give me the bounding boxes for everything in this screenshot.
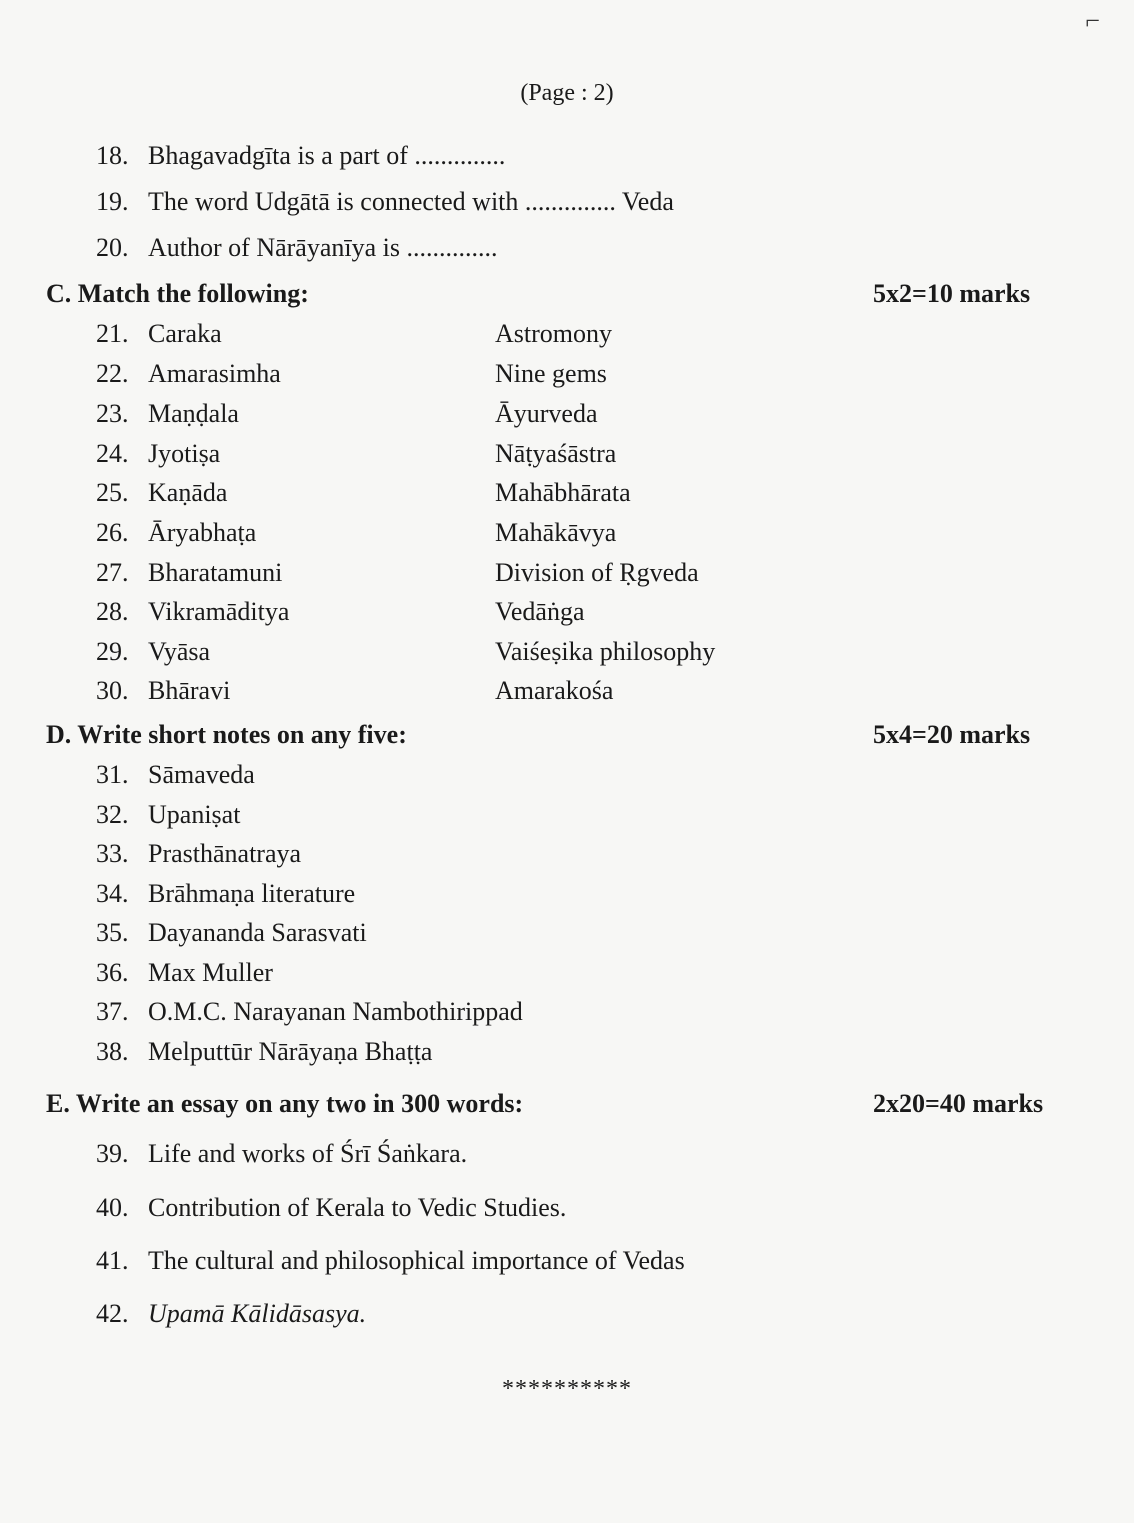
question-number: 27. [96, 558, 129, 587]
question-text: Brāhmaṇa literature [148, 879, 356, 908]
corner-pen-mark: ⌐ [1085, 6, 1100, 35]
question-19 [96, 186, 674, 218]
question-number: 35. [96, 918, 129, 947]
question-number: 31. [96, 760, 129, 789]
section-d-marks: 5x4=20 marks [873, 720, 1031, 749]
question-text: Vyāsa [148, 637, 211, 666]
question-number: 42. [96, 1299, 129, 1328]
short-note-34 [96, 878, 355, 910]
question-number: 21. [96, 319, 129, 348]
essay-42 [96, 1298, 366, 1330]
question-text: Melputtūr Nārāyaṇa Bhaṭṭa [148, 1037, 433, 1066]
short-note-32 [96, 799, 240, 831]
question-number: 26. [96, 518, 129, 547]
match-right-item: Vedāṅga [495, 597, 585, 626]
short-note-33 [96, 838, 301, 870]
question-text: Prasthānatraya [148, 839, 302, 868]
question-number: 39. [96, 1139, 129, 1168]
match-right-item: Nāṭyaśāstra [495, 439, 617, 468]
question-text: Kaṇāda [148, 478, 228, 507]
question-number: 38. [96, 1037, 129, 1066]
match-left-25 [96, 477, 227, 509]
question-text: Upamā Kālidāsasya. [148, 1299, 367, 1328]
match-left-22 [96, 358, 281, 390]
question-text: The word Udgātā is connected with .............. Veda [148, 187, 674, 216]
question-number: 36. [96, 958, 129, 987]
question-number: 28. [96, 597, 129, 626]
question-number: 41. [96, 1246, 129, 1275]
question-text: Author of Nārāyanīya is .............. [148, 233, 498, 262]
match-right-item: Vaiśeṣika philosophy [495, 637, 716, 666]
match-left-28 [96, 596, 289, 628]
match-left-24 [96, 438, 220, 470]
question-number: 30. [96, 676, 129, 705]
short-note-31 [96, 759, 255, 791]
question-text: Life and works of Śrī Śaṅkara. [148, 1139, 468, 1168]
page-label: (Page : 2) [520, 80, 614, 106]
question-number: 33. [96, 839, 129, 868]
section-e-heading: E. Write an essay on any two in 300 words: [46, 1089, 524, 1118]
question-number: 32. [96, 800, 129, 829]
question-number: 20. [96, 233, 129, 262]
essay-39 [96, 1138, 467, 1170]
question-number: 34. [96, 879, 129, 908]
question-text: Vikramāditya [148, 597, 290, 626]
question-text: Bhagavadgīta is a part of .............. [148, 141, 506, 170]
question-text: Dayananda Sarasvati [148, 918, 367, 947]
section-e-marks: 2x20=40 marks [873, 1089, 1044, 1118]
question-text: Upaniṣat [148, 800, 241, 829]
question-number: 29. [96, 637, 129, 666]
short-note-36 [96, 957, 273, 989]
question-20 [96, 232, 497, 264]
short-note-38 [96, 1036, 432, 1068]
end-marker: ********** [502, 1376, 632, 1402]
question-text: Caraka [148, 319, 222, 348]
question-text: O.M.C. Narayanan Nambothirippad [148, 997, 523, 1026]
question-text: The cultural and philosophical importance of Vedas [148, 1246, 685, 1275]
question-number: 25. [96, 478, 129, 507]
match-left-27 [96, 557, 282, 589]
section-c-heading: C. Match the following: [46, 279, 309, 308]
question-text: Maṇḍala [148, 399, 239, 428]
question-text: Sāmaveda [148, 760, 255, 789]
question-number: 22. [96, 359, 129, 388]
match-right-item: Nine gems [495, 359, 607, 388]
essay-41 [96, 1245, 685, 1277]
question-number: 40. [96, 1193, 129, 1222]
question-number: 37. [96, 997, 129, 1026]
short-note-35 [96, 917, 367, 949]
match-left-30 [96, 675, 230, 707]
match-right-item: Astromony [495, 319, 612, 348]
question-text: Bhāravi [148, 676, 231, 705]
question-text: Amarasimha [148, 359, 281, 388]
match-right-item: Mahākāvya [495, 518, 617, 547]
question-number: 24. [96, 439, 129, 468]
section-d-heading: D. Write short notes on any five: [46, 720, 407, 749]
match-right-item: Mahābhārata [495, 478, 631, 507]
question-text: Bharatamuni [148, 558, 283, 587]
question-text: Max Muller [148, 958, 273, 987]
match-right-item: Āyurveda [495, 399, 598, 428]
question-text: Jyotiṣa [148, 439, 221, 468]
question-number: 23. [96, 399, 129, 428]
match-left-21 [96, 318, 222, 350]
match-left-23 [96, 398, 239, 430]
match-left-29 [96, 636, 210, 668]
section-c-marks: 5x2=10 marks [873, 279, 1031, 308]
match-right-item: Division of Ṛgveda [495, 558, 699, 587]
short-note-37 [96, 996, 523, 1028]
question-18 [96, 140, 505, 172]
question-text: Āryabhaṭa [148, 518, 257, 547]
match-right-item: Amarakośa [495, 676, 614, 705]
question-number: 19. [96, 187, 129, 216]
question-text: Contribution of Kerala to Vedic Studies. [148, 1193, 567, 1222]
essay-40 [96, 1192, 566, 1224]
question-number: 18. [96, 141, 129, 170]
match-left-26 [96, 517, 256, 549]
